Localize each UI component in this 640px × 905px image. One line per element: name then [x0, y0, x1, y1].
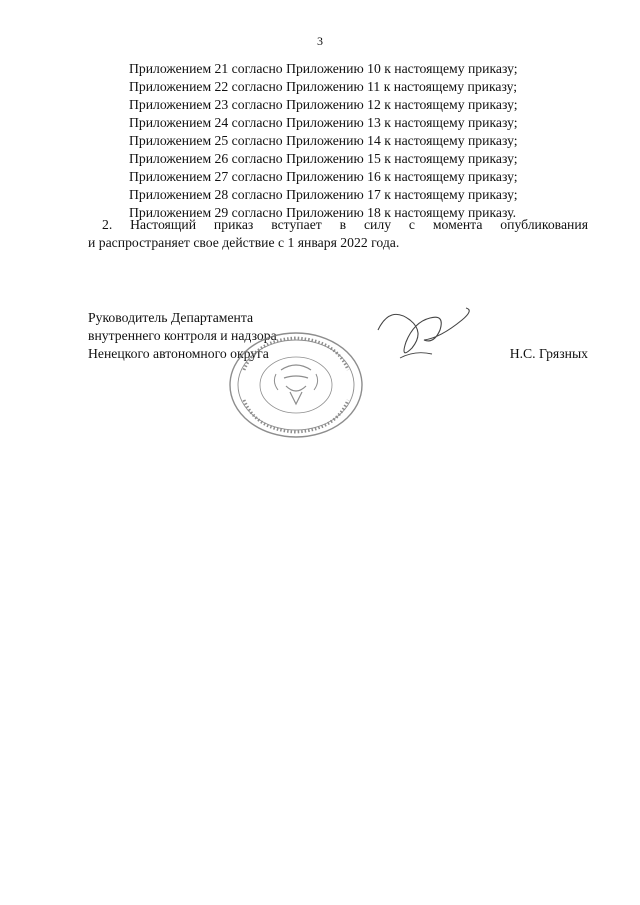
page-number: 3: [317, 34, 323, 48]
list-item: Приложением 22 согласно Приложению 11 к настоящему приказу;: [129, 79, 518, 94]
signatory-position-line: Ненецкого автономного округа: [88, 346, 269, 361]
signatory-position-line: Руководитель Департамента: [88, 310, 254, 325]
list-item: Приложением 29 согласно Приложению 18 к настоящему приказу.: [129, 205, 517, 220]
signatory-position-line: внутреннего контроля и надзора: [88, 328, 277, 343]
clause-2-line-1: 2. Настоящий приказ вступает в силу с момента опубликования: [102, 217, 588, 232]
list-item: Приложением 23 согласно Приложению 12 к настоящему приказу;: [129, 97, 518, 112]
list-item: Приложением 28 согласно Приложению 17 к настоящему приказу;: [129, 187, 518, 202]
list-item: Приложением 27 согласно Приложению 16 к настоящему приказу;: [129, 169, 518, 184]
signatory-name: Н.С. Грязных: [509, 346, 588, 361]
official-seal-icon: [226, 330, 366, 440]
list-item: Приложением 21 согласно Приложению 10 к настоящему приказу;: [129, 61, 518, 76]
clause-2-paragraph: [88, 216, 588, 252]
list-item: Приложением 26 согласно Приложению 15 к настоящему приказу;: [129, 151, 518, 166]
clause-2-line-2: и распространяет свое действие с 1 января 2022 года.: [88, 235, 400, 250]
list-item: Приложением 24 согласно Приложению 13 к настоящему приказу;: [129, 115, 518, 130]
handwritten-signature-icon: [370, 300, 490, 370]
list-item: Приложением 25 согласно Приложению 14 к настоящему приказу;: [129, 133, 518, 148]
appendix-list: [129, 60, 518, 222]
